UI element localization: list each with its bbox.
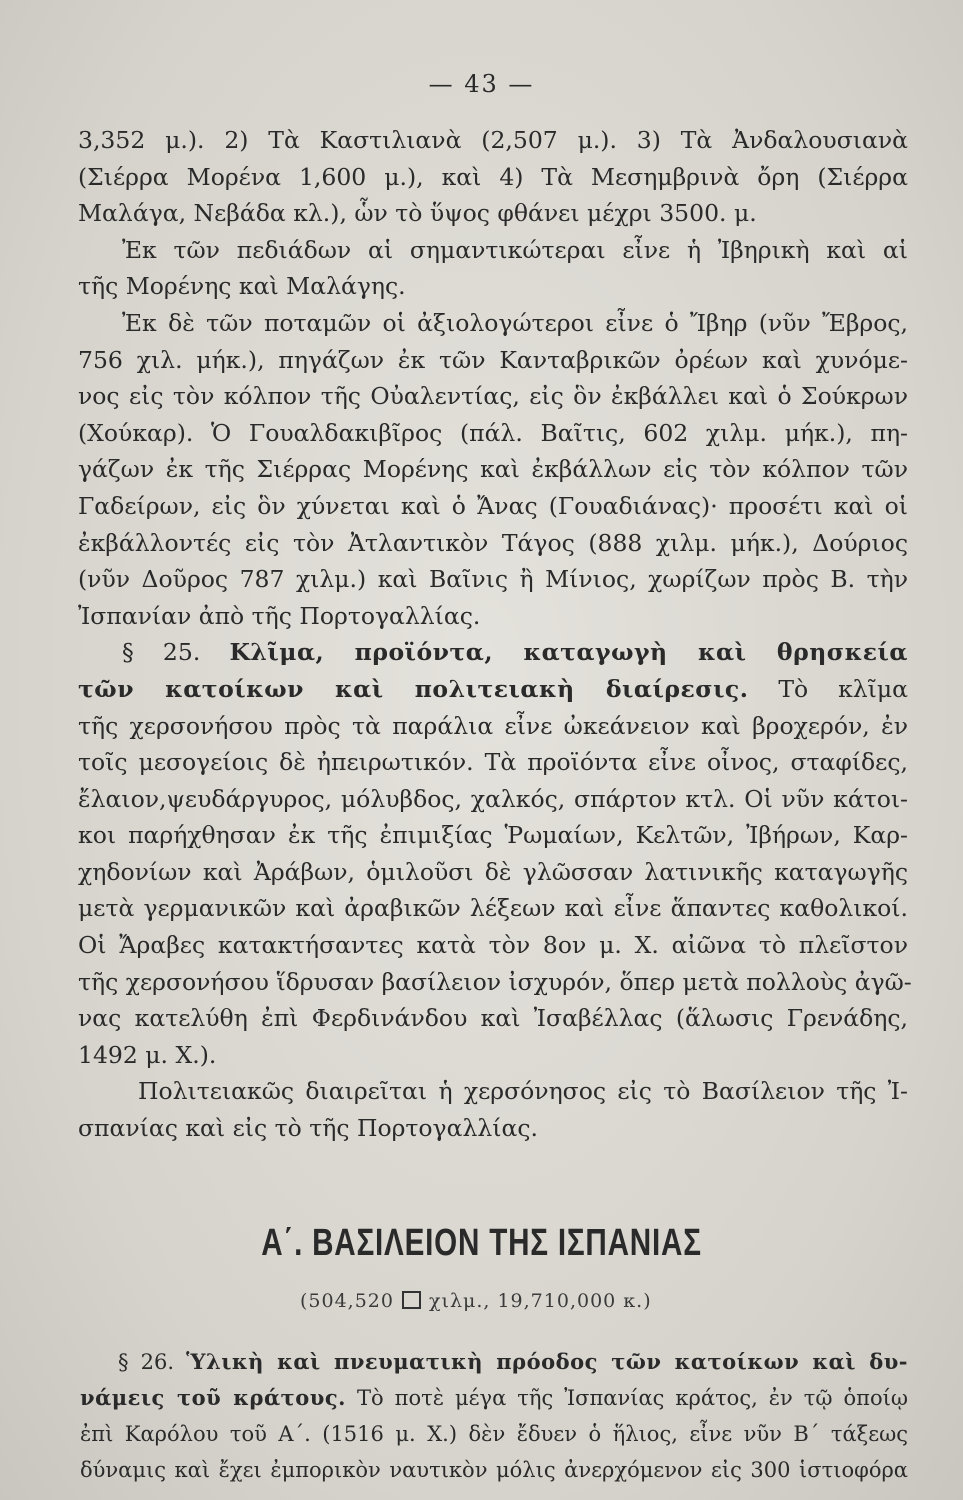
text-line: κοι παρήχθησαν ἐκ τῆς ἐπιμιξίας Ῥωμαίων, Κελτῶν, Ἰβήρων, Καρ- — [78, 821, 908, 850]
text-line: (Χούκαρ). Ὁ Γουαλδακιβῖρος (πάλ. Βαῖτις, 602 χιλμ. μήκ.), πη- — [78, 418, 908, 447]
text-fragment: Τὸ ποτὲ μέγα τῆς Ἰσπανίας κράτος, ἐν τῷ ὁποίῳ — [357, 1386, 908, 1410]
text-line: σπανίας καὶ εἰς τὸ τῆς Πορτογαλλίας. — [78, 1114, 538, 1143]
text-line: Γαδείρων, εἰς ὃν χύνεται καὶ ὁ Ἄνας (Γουαδιάνας)· προσέτι καὶ οἱ — [78, 491, 908, 520]
text-line: Ἐκ τῶν πεδιάδων αἱ σημαντικώτεραι εἶνε ἡ Ἰβηρικὴ καὶ αἱ — [122, 235, 908, 264]
section-25-heading: Κλῖμα, προϊόντα, καταγωγὴ καὶ θρησκεία — [229, 638, 908, 667]
section-25-heading-line — [78, 671, 908, 708]
text-line: τῆς χερσονήσου πρὸς τὰ παράλια εἶνε ὠκεάνειον καὶ βροχερόν, ἐν — [78, 711, 908, 740]
text-line: νας κατελύθη ἐπὶ Φερδινάνδου καὶ Ἰσαβέλλας (ἅλωσις Γρενάδης, — [78, 1004, 908, 1033]
chapter-stats — [300, 1290, 720, 1312]
text-line: νος εἰς τὸν κόλπον τῆς Οὐαλεντίας, εἰς ὃν ἐκβάλλει καὶ ὁ Σούκρων — [78, 382, 908, 411]
text-line: 756 χιλ. μήκ.), πηγάζων ἐκ τῶν Κανταβρικῶν ὀρέων καὶ χυνόμε- — [78, 345, 908, 374]
text-line: δύναμις καὶ ἔχει ἐμπορικὸν ναυτικὸν μόλις ἀνερχόμενον εἰς 300 ἱστιοφόρα — [80, 1458, 908, 1482]
square-icon — [402, 1291, 421, 1309]
section-26-number: § 26. — [118, 1350, 175, 1374]
section-25-heading-line — [78, 634, 908, 671]
text-line: 1492 μ. Χ.). — [78, 1040, 217, 1069]
main-text-block — [78, 122, 912, 1147]
text-line: (Σιέρρα Μορένα 1,600 μ.), καὶ 4) Τὰ Μεσημβρινὰ ὄρη (Σιέρρα — [78, 162, 908, 191]
text-line: Ἰσπανίαν ἀπὸ τῆς Πορτογαλλίας. — [78, 601, 481, 630]
text-line: 3,352 μ.). 2) Τὰ Καστιλιανὰ (2,507 μ.). 3) Τὰ Ἀνδαλουσιανὰ — [78, 126, 908, 154]
text-line: χηδονίων καὶ Ἀράβων, ὁμιλοῦσι δὲ γλῶσσαν λατινικῆς καταγωγῆς — [78, 857, 908, 886]
section-25-heading: τῶν κατοίκων καὶ πολιτειακὴ διαίρεσις. — [78, 674, 749, 703]
section-26-heading: νάμεις τοῦ κράτους. — [80, 1385, 346, 1410]
section-26-heading: Ὑλικὴ καὶ πνευματικὴ πρόοδος τῶν κατοίκων καὶ δυ- — [186, 1349, 908, 1374]
text-line: τῆς Μορένης καὶ Μαλάγης. — [78, 272, 406, 301]
text-line: ἐκβάλλοντές εἰς τὸν Ἀτλαντικὸν Τάγος (888 χιλμ. μήκ.), Δούριος — [78, 528, 908, 557]
page-number: — 43 — — [428, 70, 535, 98]
section-26-heading-line — [80, 1380, 908, 1416]
text-line: τῆς χερσονήσου ἵδρυσαν βασίλειον ἰσχυρόν, ὅπερ μετὰ πολλοὺς ἀγῶ- — [78, 967, 912, 996]
text-line: ἐπὶ Καρόλου τοῦ Α΄. (1516 μ. Χ.) δὲν ἔδυεν ὁ ἥλιος, εἶνε νῦν Β΄ τάξεως — [80, 1422, 908, 1446]
text-line: Μαλάγα, Νεβάδα κλ.), ὧν τὸ ὕψος φθάνει μέχρι 3500. μ. — [78, 199, 757, 228]
text-line: Πολιτειακῶς διαιρεῖται ἡ χερσόνησος εἰς τὸ Βασίλειον τῆς Ἰ- — [138, 1077, 908, 1106]
text-line: (νῦν Δοῦρος 787 χιλμ.) καὶ Βαῖνις ἢ Μίνιος, χωρίζων πρὸς Β. τὴν — [78, 565, 908, 594]
stats-area: (504,520 — [300, 1290, 394, 1312]
text-line: Οἱ Ἄραβες κατακτήσαντες κατὰ τὸν 8ον μ. Χ. αἰῶνα τὸ πλεῖστον — [78, 931, 908, 960]
chapter-title: Α΄. ΒΑΣΙΛΕΙΟΝ ΤΗΣ ΙΣΠΑΝΙΑΣ — [261, 1222, 702, 1264]
text-line: τοῖς μεσογείοις δὲ ἠπειρωτικόν. Τὰ προϊόντα εἶνε οἶνος, σταφίδες, — [78, 748, 908, 777]
text-line: Ἐκ δὲ τῶν ποταμῶν οἱ ἀξιολογώτεροι εἶνε ὁ Ἴβηρ (νῦν Ἔβρος, — [122, 308, 908, 337]
section-26-heading-line — [118, 1344, 908, 1380]
stats-rest: χιλμ., 19,710,000 κ.) — [428, 1290, 652, 1312]
section-26-block — [80, 1344, 908, 1488]
text-line: ἔλαιον,ψευδάργυρος, μόλυβδος, χαλκός, σπάρτον κτλ. Οἱ νῦν κάτοι- — [78, 784, 908, 813]
section-25-number: § 25. — [122, 638, 201, 667]
text-fragment: Τὸ κλῖμα — [778, 674, 909, 703]
text-line: μετὰ γερμανικῶν καὶ ἀραβικῶν λέξεων καὶ εἶνε ἅπαντες καθολικοί. — [78, 894, 908, 923]
text-line: γάζων ἐκ τῆς Σιέρρας Μορένης καὶ ἐκβάλλων εἰς τὸν κόλπον τῶν — [78, 455, 908, 484]
